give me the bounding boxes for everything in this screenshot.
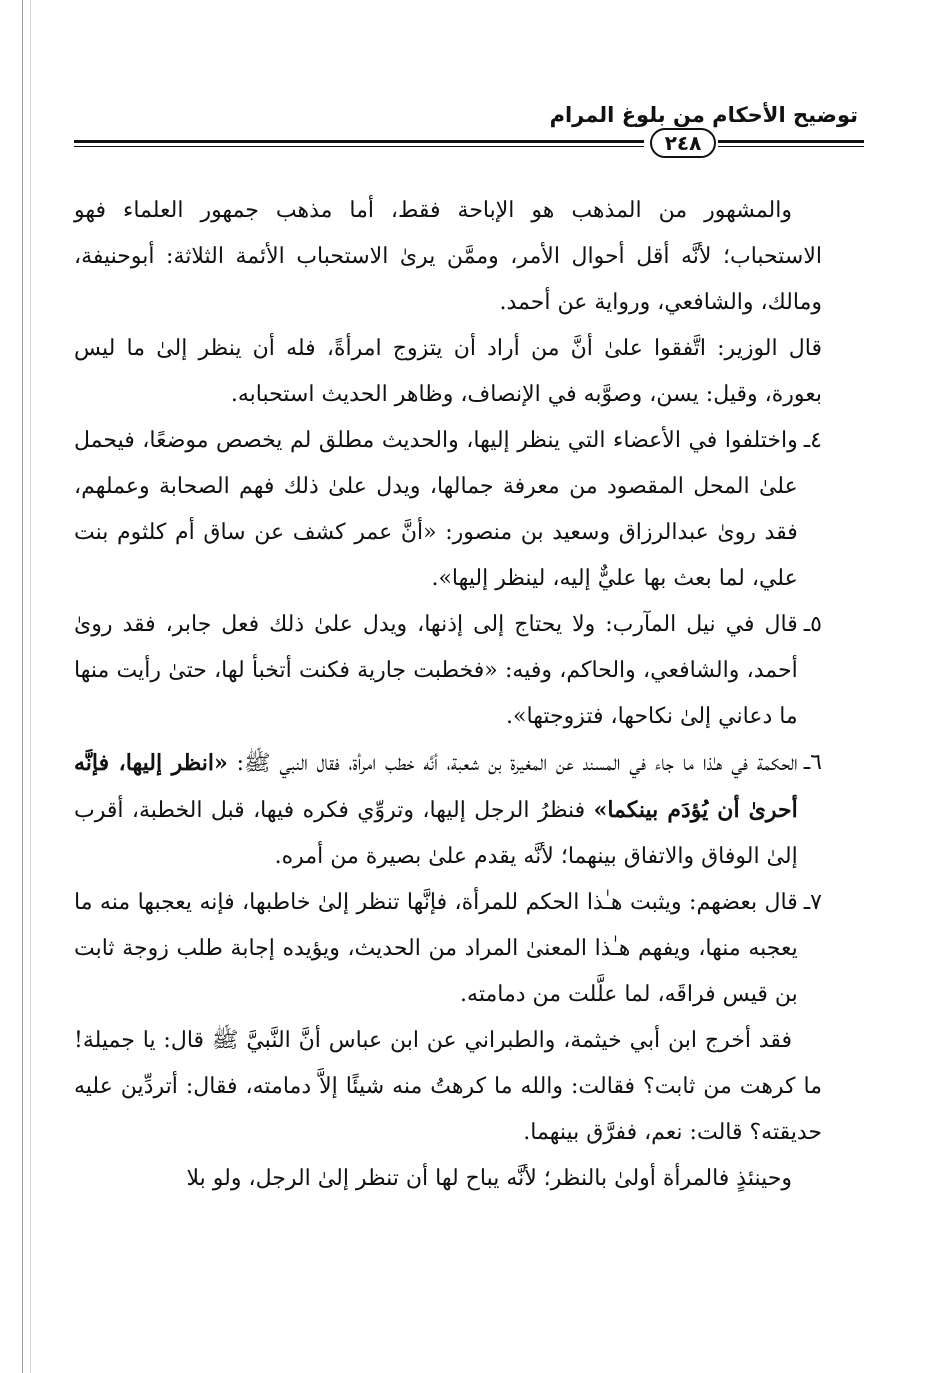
header-rule (74, 128, 864, 160)
item-number: ٧ـ (803, 890, 822, 915)
paragraph-conclusion: وحينئذٍ فالمرأة أولىٰ بالنظر؛ لأنَّه يباح لها أن تنظر إلىٰ الرجل، ولو بلا (186, 1166, 792, 1191)
item-text-after: فنظرُ الرجل إليها، وتروِّي فكره فيها، قبل الخطبة، أقرب إلىٰ الوفاق والاتفاق بينهما؛ لأنَّه يقدم علىٰ بصيرة من أمره. (74, 798, 798, 869)
item-number: ٥ـ (803, 612, 822, 637)
paragraph-ibn-abbas: فقد أخرج ابن أبي خيثمة، والطبراني عن ابن عباس أنَّ النَّبيَّ ﷺ قال: يا جميلة! ما كرهت من ثابت؟ فقالت: والله ما كرهتُ منه شيئًا إلاَّ دمامته، فقال: أتردِّين عليه حديقته؟ قالت: نعم، ففرَّق بينهما. (74, 1028, 822, 1145)
hadith-quote: «انظر إليها، فإنَّه أحرىٰ أن يُؤدَم بينكما» (74, 750, 798, 823)
header-rule-right (718, 140, 864, 147)
item-number: ٤ـ (803, 428, 822, 453)
list-item-6 (74, 740, 822, 880)
item-text: قال في نيل المآرب: ولا يحتاج إلى إذنها، ويدل علىٰ ذلك فعل جابر، فقد روىٰ أحمد، والشافعي، والحاكم، وفيه: «فخطبت جارية فكنت أتخبأ لها، حتىٰ رأيت منها ما دعاني إلىٰ نكاحها، فتزوجتها». (74, 612, 798, 729)
item-number: ٦ـ (803, 750, 822, 775)
list-item-7 (74, 880, 822, 1018)
book-title: توضيح الأحكام من بلوغ المرام (549, 103, 858, 127)
page-number: ٢٤٨ (650, 128, 716, 158)
scan-edge-line (22, 0, 23, 1373)
page-body (74, 188, 822, 1202)
item-text (74, 740, 798, 880)
paragraph-madhhab: والمشهور من المذهب هو الإباحة فقط، أما مذهب جمهور العلماء فهو الاستحباب؛ لأنَّه أقل أحوال الأمر، وممَّن يرىٰ الاستحباب الأئمة الثلاثة: أبوحنيفة، ومالك، والشافعي، ورواية عن أحمد. (74, 198, 822, 315)
list-item-4 (74, 418, 822, 602)
item-text: قال بعضهم: ويثبت هـٰذا الحكم للمرأة، فإنَّها تنظر إلىٰ خاطبها، فإنه يعجبها منه ما يعجبه منها، ويفهم هـٰذا المعنىٰ المراد من الحديث، ويؤيده إجابة طلب زوجة ثابت بن قيس فراقَه، لما علَّلت من دمامته. (74, 890, 798, 1007)
list-item-5 (74, 602, 822, 740)
item-text-before: الحكمة في هـٰذا ما جاء في المسند عن المغيرة بن شعبة، أنَّه خطب امرأة، فقال النبي ﷺ: (227, 751, 798, 776)
item-text: واختلفوا في الأعضاء التي ينظر إليها، والحديث مطلق لم يخصص موضعًا، فيحمل علىٰ المحل المقصود من معرفة جمالها، ويدل علىٰ ذلك فهم الصحابة وعملهم، فقد روىٰ عبدالرزاق وسعيد بن منصور: «أنَّ عمر كشف عن ساق أم كلثوم بنت علي، لما بعث بها عليٌّ إليه، لينظر إليها». (74, 428, 798, 591)
header-rule-left (74, 140, 644, 147)
scan-edge-line-faint (30, 0, 31, 1373)
paragraph-wazir: قال الوزير: اتَّفقوا علىٰ أنَّ من أراد أن يتزوج امرأةً، فله أن ينظر إلىٰ ما ليس بعورة، وقيل: يسن، وصوَّبه في الإنصاف، وظاهر الحديث استحبابه. (74, 336, 822, 407)
page-header (74, 100, 864, 130)
